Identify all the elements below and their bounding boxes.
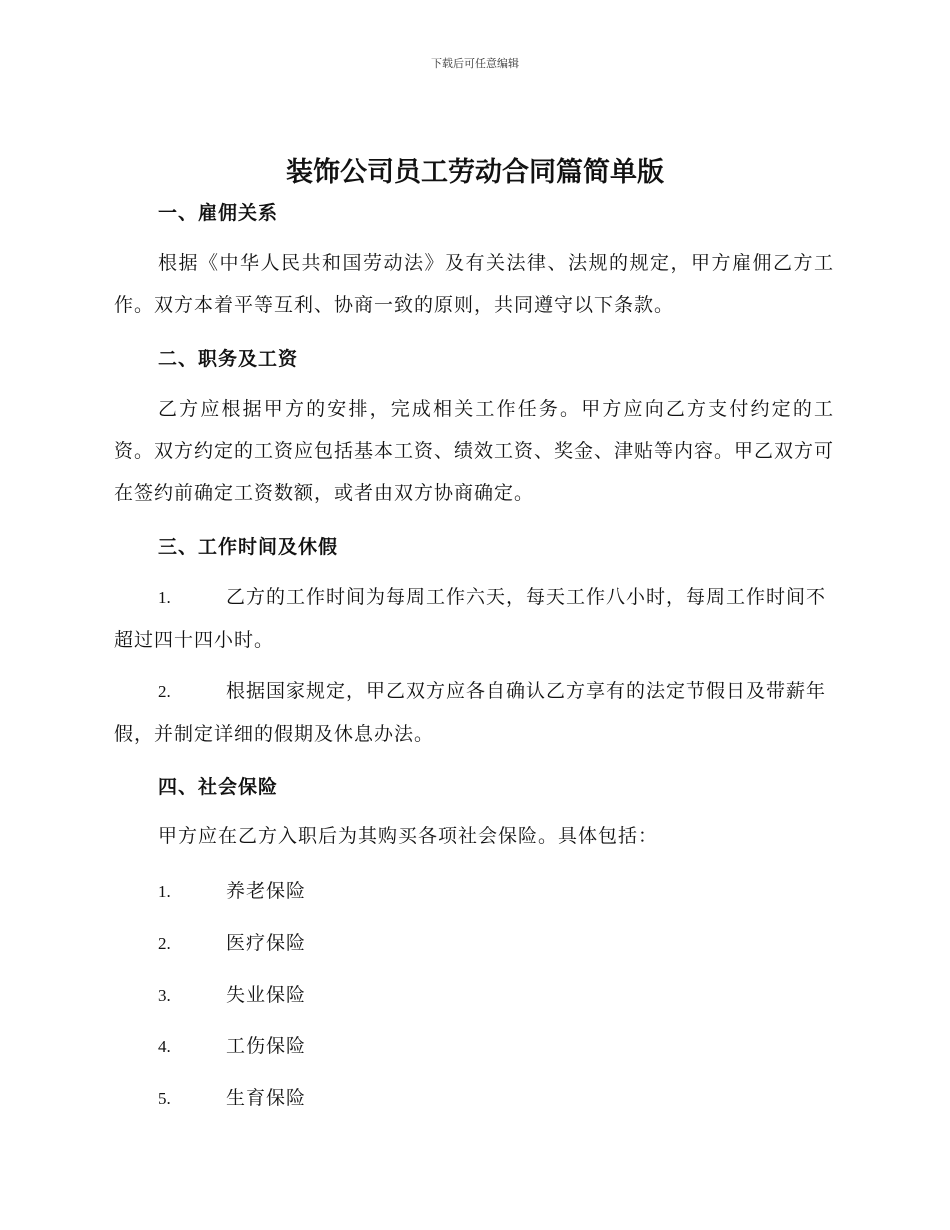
list-item [158,1031,306,1058]
page-header-note: 下载后可任意编辑 [431,57,519,70]
section-heading-employment: 一、雇佣关系 [158,202,279,224]
list-item [158,876,306,903]
list-item-text: 医疗保险 [226,932,307,954]
list-item [114,670,834,755]
list-item-number: 3. [158,986,171,1005]
document-title: 装饰公司员工劳动合同篇简单版 [286,157,664,188]
list-item-number: 1. [158,588,171,607]
list-item-text: 失业保险 [226,984,307,1006]
list-item-text: 养老保险 [226,880,307,902]
list-item-text: 乙方的工作时间为每周工作六天，每天工作八小时，每周工作时间不超过四十四小时。 [114,586,827,651]
list-item-number: 1. [158,882,171,901]
list-item [158,980,306,1007]
list-item [158,1083,306,1110]
section-heading-position-salary: 二、职务及工资 [158,348,299,370]
section-heading-social-insurance: 四、社会保险 [158,776,279,798]
list-item-number: 2. [158,682,171,701]
section-heading-work-hours: 三、工作时间及休假 [158,536,339,558]
list-item-text: 工伤保险 [226,1035,307,1057]
section-paragraph-social-insurance: 甲方应在乙方入职后为其购买各项社会保险。具体包括： [158,825,659,847]
list-item-number: 4. [158,1037,171,1056]
list-item-number: 2. [158,934,171,953]
section-paragraph-position-salary: 乙方应根据甲方的安排，完成相关工作任务。甲方应向乙方支付约定的工资。双方约定的工资应包括基本工资、绩效工资、奖金、津贴等内容。甲乙双方可在签约前确定工资数额，或者由双方协商确定。 [114,398,835,504]
section-paragraph-employment: 根据《中华人民共和国劳动法》及有关法律、法规的规定，甲方雇佣乙方工作。双方本着平等互利、协商一致的原则，共同遵守以下条款。 [114,252,834,316]
list-item [114,576,834,661]
list-item-number: 5. [158,1089,171,1108]
list-item-text: 生育保险 [226,1087,307,1109]
list-item [158,928,306,955]
list-item-text: 根据国家规定，甲乙双方应各自确认乙方享有的法定节假日及带薪年假，并制定详细的假期及休息办法。 [114,680,827,745]
